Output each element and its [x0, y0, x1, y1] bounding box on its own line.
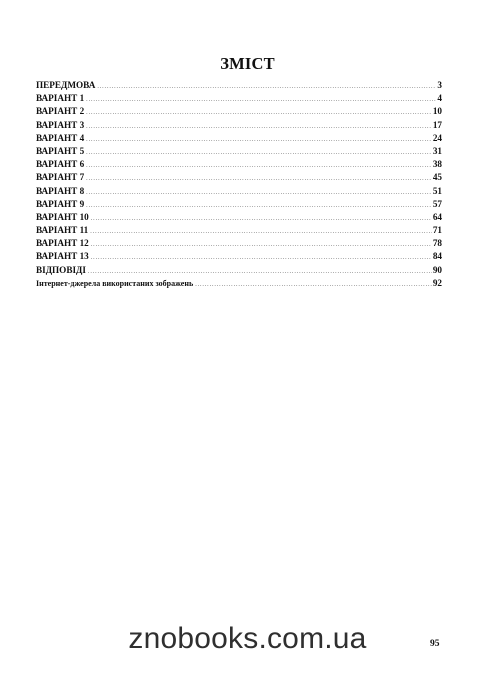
toc-dot-leader: [86, 200, 432, 213]
toc-entry-label: ВАРІАНТ 6: [36, 159, 85, 170]
toc-entry-page: 90: [432, 264, 442, 275]
toc-entry: [36, 145, 442, 158]
page-title: ЗМІСТ: [220, 54, 275, 73]
toc-entry-page: 24: [432, 132, 442, 143]
toc-entry-label: ВАРІАНТ 13: [36, 251, 89, 262]
toc-entry-label: ВАРІАНТ 11: [36, 225, 89, 236]
toc-entry-label: ВАРІАНТ 8: [36, 185, 85, 196]
toc-entry-label: ВАРІАНТ 4: [36, 132, 85, 143]
toc-dot-leader: [86, 107, 432, 120]
toc-entry-label: ВАРІАНТ 3: [36, 119, 85, 130]
toc-entry: [36, 79, 442, 92]
toc-dot-leader: [86, 94, 436, 107]
toc-dot-leader: [86, 187, 432, 200]
site-watermark: znobooks.com.ua: [128, 622, 367, 655]
table-of-contents: [36, 79, 442, 290]
toc-entry: [36, 277, 442, 290]
toc-entry-page: 71: [432, 225, 442, 236]
toc-entry-page: 4: [437, 93, 442, 104]
toc-entry: [36, 132, 442, 145]
toc-dot-leader: [86, 173, 432, 186]
toc-entry-page: 57: [432, 198, 442, 209]
toc-entry-label: ВІДПОВІДІ: [36, 264, 86, 275]
page-number: 95: [430, 639, 440, 649]
toc-entry-label: ВАРІАНТ 7: [36, 172, 85, 183]
toc-entry-label: ВАРІАНТ 12: [36, 238, 89, 249]
toc-entry-page: 84: [432, 251, 442, 262]
toc-dot-leader: [91, 252, 432, 265]
toc-entry-page: 64: [432, 211, 442, 222]
toc-entry: [36, 92, 442, 105]
toc-entry: [36, 119, 442, 132]
toc-dot-leader: [86, 160, 432, 173]
toc-entry-label: ВАРІАНТ 1: [36, 93, 85, 104]
toc-entry-page: 17: [432, 119, 442, 130]
toc-entry: [36, 224, 442, 237]
toc-entry: [36, 171, 442, 184]
toc-entry: [36, 105, 442, 118]
toc-entry-page: 3: [437, 80, 442, 90]
toc-entry-page: 31: [432, 145, 442, 156]
toc-entry: [36, 185, 442, 198]
toc-dot-leader: [86, 134, 432, 147]
toc-entry-page: 78: [432, 238, 442, 249]
toc-dot-leader: [91, 213, 432, 226]
toc-entry: [36, 198, 442, 211]
toc-entry-label: ВАРІАНТ 5: [36, 145, 85, 156]
toc-entry: [36, 211, 442, 224]
toc-entry-label: ВАРІАНТ 2: [36, 106, 85, 117]
toc-entry: [36, 250, 442, 263]
toc-entry: [36, 237, 442, 250]
toc-dot-leader: [195, 279, 432, 292]
toc-entry-page: 10: [432, 106, 442, 117]
toc-entry-page: 45: [432, 172, 442, 183]
toc-entry: [36, 264, 442, 277]
toc-entry: [36, 158, 442, 171]
toc-entry-label: ВАРІАНТ 9: [36, 198, 85, 209]
toc-entry-label: ВАРІАНТ 10: [36, 211, 89, 222]
toc-dot-leader: [91, 239, 432, 252]
toc-dot-leader: [86, 121, 432, 134]
toc-dot-leader: [90, 226, 432, 239]
toc-entry-label: Інтернет-джерела використаних зображень: [36, 278, 194, 288]
toc-entry-page: 92: [432, 277, 442, 288]
toc-dot-leader: [97, 81, 436, 94]
toc-entry-label: ПЕРЕДМОВА: [36, 80, 96, 90]
toc-dot-leader: [86, 147, 432, 160]
toc-entry-page: 38: [432, 159, 442, 170]
toc-entry-page: 51: [432, 185, 442, 196]
